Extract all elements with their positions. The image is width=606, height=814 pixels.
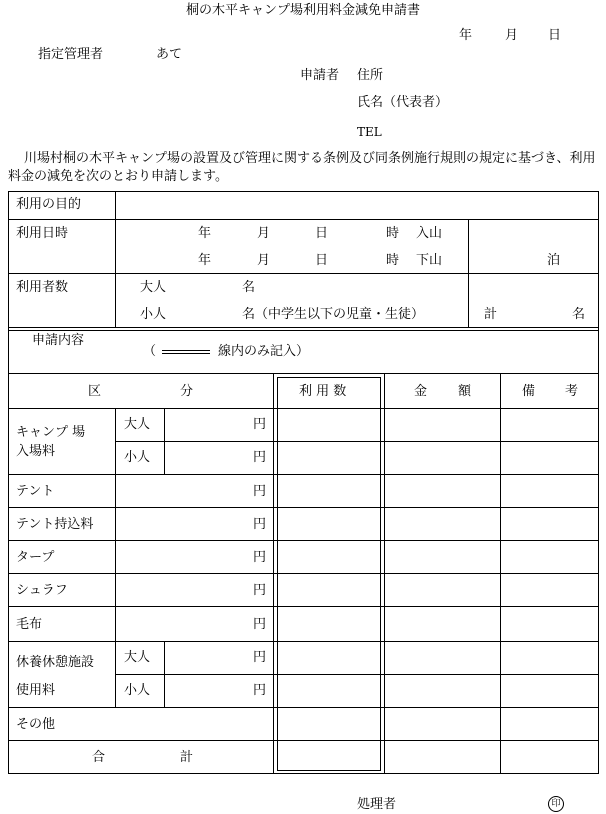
enter-day: 日 [315,226,329,241]
enter-label: 入山 [416,226,443,241]
users-total-mei: 名 [572,307,586,322]
users-adult: 大人 [140,280,167,295]
stay-label: 泊 [547,253,561,268]
users-label: 利用者数 [16,280,69,295]
request-label: 申請内容 [32,333,85,348]
rest-fee-label-1: 休養休憩施設 [16,655,95,670]
tent-yen: 円 [253,484,267,499]
leave-year: 年 [198,253,212,268]
tent-label: テント [16,484,55,499]
total-label-b: 計 [180,750,194,765]
tent-bring-label: テント持込料 [16,517,94,532]
camp-fee-label-1: キャンプ 場 [16,425,86,440]
blanket-yen: 円 [253,617,267,632]
date-day: 日 [548,28,562,43]
thick-line-sample-b [162,353,210,354]
leave-month: 月 [257,253,271,268]
addressee-manager: 指定管理者 [38,47,104,62]
header-usage-count: 利 用 数 [299,384,347,399]
enter-hour: 時 [386,226,400,241]
applicant-name: 氏名（代表者） [357,95,449,110]
date-month: 月 [505,28,519,43]
users-child-note: 名（中学生以下の児童・生徒） [242,307,425,322]
header-bi: 備 [522,384,536,399]
tent-bring-yen: 円 [253,517,267,532]
seal-icon: 印 [548,796,564,812]
users-child: 小人 [140,307,167,322]
processor-label: 処理者 [357,797,397,812]
header-gaku: 額 [458,384,472,399]
leave-day: 日 [315,253,329,268]
enter-month: 月 [257,226,271,241]
sleeping-bag-yen: 円 [253,583,267,598]
rest-fee-label-2: 使用料 [16,683,56,698]
users-total: 計 [484,307,498,322]
blanket-label: 毛布 [16,617,43,632]
total-label-a: 合 [92,750,106,765]
enter-year: 年 [198,226,212,241]
camp-child-label: 小人 [124,450,151,465]
purpose-input[interactable] [124,194,596,216]
form-title: 桐の木平キャンプ場利用料金減免申請書 [185,3,420,18]
purpose-label: 利用の目的 [16,197,82,212]
sleeping-bag-label: シュラフ [16,583,68,598]
header-ku: 区 [88,384,102,399]
rest-child-yen: 円 [253,683,267,698]
leave-hour: 時 [386,253,400,268]
addressee-ate: あて [156,47,183,62]
camp-adult-yen: 円 [253,417,267,432]
datetime-label: 利用日時 [16,226,69,241]
rest-adult-yen: 円 [253,650,267,665]
camp-child-yen: 円 [253,450,267,465]
header-kin: 金 [414,384,428,399]
rest-child-label: 小人 [124,683,151,698]
rest-adult-label: 大人 [124,650,151,665]
date-year: 年 [459,28,473,43]
users-adult-mei: 名 [242,280,256,295]
applicant-address: 住所 [357,68,384,83]
leave-label: 下山 [416,253,443,268]
applicant-label: 申請者 [300,68,340,83]
camp-adult-label: 大人 [124,417,151,432]
header-kou: 考 [565,384,579,399]
tarp-label: タープ [16,550,55,565]
tarp-yen: 円 [253,550,267,565]
header-bun: 分 [180,384,194,399]
camp-fee-label-2: 入場料 [16,444,56,459]
request-paren-open: （ [143,344,157,359]
other-label: その他 [16,717,56,732]
intro-paragraph: 川場村桐の木平キャンプ場の設置及び管理に関する条例及び同条例施行規則の規定に基づき、利用料金の減免を次のとおり申請します。 [8,151,596,184]
applicant-tel: TEL [357,125,382,139]
thick-line-sample-a [162,350,210,351]
request-note: 線内のみ記入） [218,344,310,359]
